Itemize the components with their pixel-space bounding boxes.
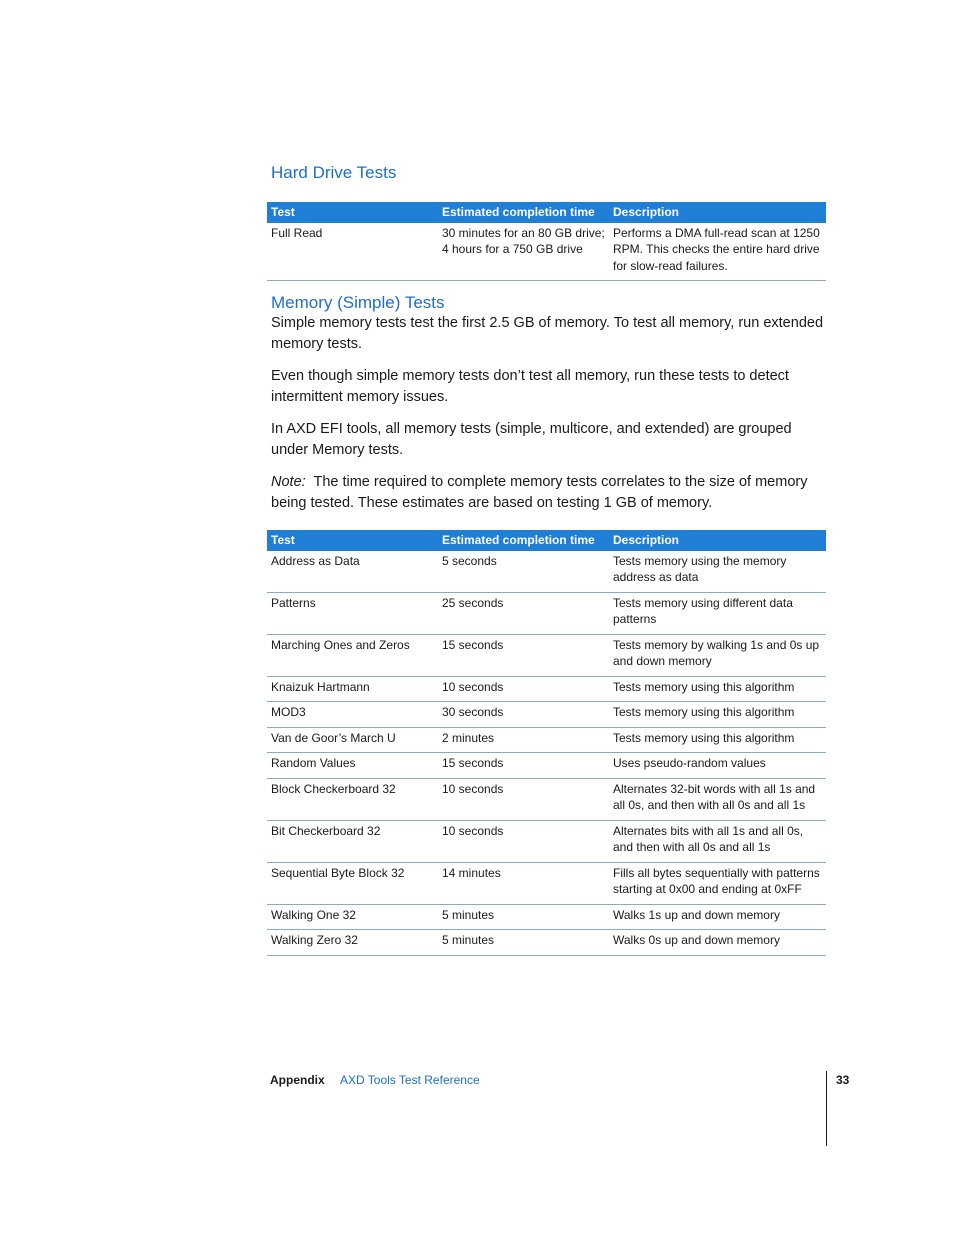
- table-cell-time: 2 minutes: [438, 727, 609, 753]
- table-cell-test: Knaizuk Hartmann: [267, 676, 438, 702]
- table-row: [267, 702, 826, 728]
- column-header-test: Test: [267, 530, 438, 551]
- table-cell-time: 14 minutes: [438, 862, 609, 904]
- table-cell-test: MOD3: [267, 702, 438, 728]
- note-text: The time required to complete memory tests correlates to the size of memory being tested. These estimates are based on testing 1 GB of memory.: [271, 474, 808, 511]
- table-cell-description: Tests memory using this algorithm: [609, 676, 826, 702]
- memory-paragraph: Even though simple memory tests don’t test all memory, run these tests to detect intermittent memory issues.: [271, 368, 789, 405]
- table-cell-test: Van de Goor’s March U: [267, 727, 438, 753]
- table-cell-test: Block Checkerboard 32: [267, 778, 438, 820]
- table-cell-test: Bit Checkerboard 32: [267, 820, 438, 862]
- table-header-row: [267, 530, 826, 551]
- hard-drive-table: [267, 202, 826, 281]
- table-row: [267, 904, 826, 930]
- table-row: [267, 753, 826, 779]
- table-cell-time: 5 seconds: [438, 551, 609, 593]
- table-row: [267, 778, 826, 820]
- table-cell-time: 30 seconds: [438, 702, 609, 728]
- table-cell-description: Walks 0s up and down memory: [609, 930, 826, 956]
- table-row: [267, 930, 826, 956]
- table-row: [267, 820, 826, 862]
- table-row: [267, 592, 826, 634]
- table-cell-description: Alternates bits with all 1s and all 0s, and then with all 0s and all 1s: [609, 820, 826, 862]
- footer-title: AXD Tools Test Reference: [340, 1073, 480, 1087]
- table-cell-time: 15 seconds: [438, 634, 609, 676]
- column-header-description: Description: [609, 530, 826, 551]
- table-cell-description: Uses pseudo-random values: [609, 753, 826, 779]
- table-row: [267, 551, 826, 593]
- table-cell-test: Marching Ones and Zeros: [267, 634, 438, 676]
- table-row: [267, 634, 826, 676]
- table-cell-test: Walking Zero 32: [267, 930, 438, 956]
- column-header-description: Description: [609, 202, 826, 223]
- table-cell-test: Patterns: [267, 592, 438, 634]
- table-cell-time: 5 minutes: [438, 904, 609, 930]
- footer-section-label: Appendix: [270, 1073, 325, 1087]
- memory-note: [271, 472, 826, 514]
- table-cell-test: Sequential Byte Block 32: [267, 862, 438, 904]
- table-cell-description: Tests memory by walking 1s and 0s up and down memory: [609, 634, 826, 676]
- table-cell-description: Tests memory using this algorithm: [609, 727, 826, 753]
- table-cell-description: Fills all bytes sequentially with patterns starting at 0x00 and ending at 0xFF: [609, 862, 826, 904]
- table-cell-time: 10 seconds: [438, 676, 609, 702]
- table-cell-test: Walking One 32: [267, 904, 438, 930]
- table-cell-time: 5 minutes: [438, 930, 609, 956]
- table-cell-time: 25 seconds: [438, 592, 609, 634]
- table-row: [267, 727, 826, 753]
- table-cell-description: Performs a DMA full-read scan at 1250 RPM. This checks the entire hard drive for slow-read failures.: [609, 223, 826, 281]
- footer-divider: [826, 1071, 827, 1146]
- memory-paragraph: In AXD EFI tools, all memory tests (simple, multicore, and extended) are grouped under Memory tests.: [271, 421, 792, 458]
- table-row: [267, 676, 826, 702]
- table-row: [267, 223, 826, 281]
- table-cell-time: 15 seconds: [438, 753, 609, 779]
- table-cell-time: 30 minutes for an 80 GB drive; 4 hours for a 750 GB drive: [438, 223, 609, 281]
- table-cell-test: Random Values: [267, 753, 438, 779]
- table-cell-time: 10 seconds: [438, 778, 609, 820]
- table-header-row: [267, 202, 826, 223]
- note-label: Note:: [271, 474, 306, 490]
- page-number: 33: [836, 1073, 850, 1087]
- memory-paragraph: Simple memory tests test the first 2.5 GB of memory. To test all memory, run extended memory tests.: [271, 315, 824, 352]
- column-header-time: Estimated completion time: [438, 202, 609, 223]
- table-cell-description: Tests memory using different data patterns: [609, 592, 826, 634]
- table-cell-description: Tests memory using the memory address as data: [609, 551, 826, 593]
- column-header-test: Test: [267, 202, 438, 223]
- section-heading-hard-drive: Hard Drive Tests: [271, 163, 397, 182]
- table-cell-test: Full Read: [267, 223, 438, 281]
- table-cell-test: Address as Data: [267, 551, 438, 593]
- table-row: [267, 862, 826, 904]
- memory-table: [267, 530, 826, 956]
- section-heading-memory: Memory (Simple) Tests: [271, 293, 445, 312]
- table-cell-description: Walks 1s up and down memory: [609, 904, 826, 930]
- column-header-time: Estimated completion time: [438, 530, 609, 551]
- table-cell-time: 10 seconds: [438, 820, 609, 862]
- table-cell-description: Alternates 32-bit words with all 1s and all 0s, and then with all 0s and all 1s: [609, 778, 826, 820]
- table-cell-description: Tests memory using this algorithm: [609, 702, 826, 728]
